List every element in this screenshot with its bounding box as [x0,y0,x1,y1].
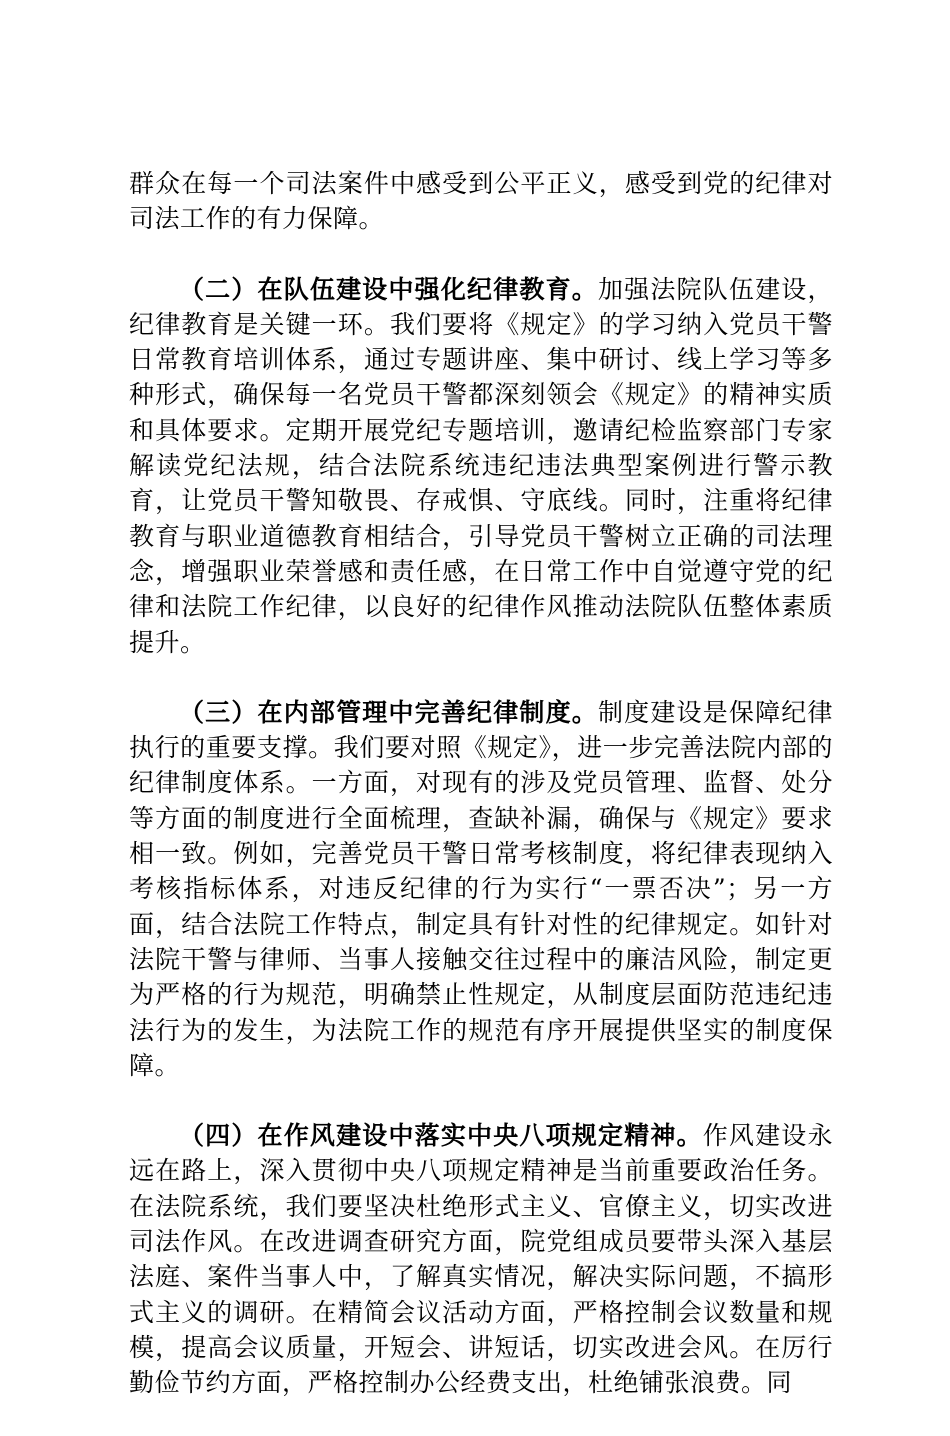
section-heading: （四）在作风建设中落实中央八项规定精神。 [179,1121,703,1151]
paragraph-body: 群众在每一个司法案件中感受到公平正义，感受到党的纪律对司法工作的有力保障。 [129,169,833,234]
section-heading: （二）在队伍建设中强化纪律教育。 [179,274,598,304]
paragraph-body: 制度建设是保障纪律执行的重要支撑。我们要对照《规定》，进一步完善法院内部的纪律制度体系。一方面，对现有的涉及党员管理、监督、处分等方面的制度进行全面梳理，查缺补漏，确保与《规定》要求相一致。例如，完善党员干警日常考核制度，将纪律表现纳入考核指标体系，对违反纪律的行为实行“一票否决”；另一方面，结合法院工作特点，制定具有针对性的纪律规定。如针对法院干警与律师、当事人接触交往过程中的廉洁风险，制定更为严格的行为规范，明确禁止性规定，从制度层面防范违纪违法行为的发生，为法院工作的规范有序开展提供坚实的制度保障。 [129,697,833,1080]
paragraph-continuation [129,166,833,237]
paragraph-body: 作风建设永远在路上，深入贯彻中央八项规定精神是当前重要政治任务。在法院系统，我们要坚决杜绝形式主义、官僚主义，切实改进司法作风。在改进调查研究方面，院党组成员要带头深入基层法庭、案件当事人中，了解真实情况，解决实际问题，不搞形式主义的调研。在精简会议活动方面，严格控制会议数量和规模，提高会议质量，开短会、讲短话，切实改进会风。在厉行勤俭节约方面，严格控制办公经费支出，杜绝铺张浪费。同 [129,1121,833,1398]
document-body [129,166,833,1436]
paragraph-section-2 [129,272,833,660]
paragraph-section-4 [129,1118,833,1400]
section-heading: （三）在内部管理中完善纪律制度。 [179,697,598,727]
paragraph-section-3 [129,695,833,1083]
paragraph-body: 加强法院队伍建设，纪律教育是关键一环。我们要将《规定》的学习纳入党员干警日常教育培训体系，通过专题讲座、集中研讨、线上学习等多种形式，确保每一名党员干警都深刻领会《规定》的精神实质和具体要求。定期开展党纪专题培训，邀请纪检监察部门专家解读党纪法规，结合法院系统违纪违法典型案例进行警示教育，让党员干警知敬畏、存戒惧、守底线。同时，注重将纪律教育与职业道德教育相结合，引导党员干警树立正确的司法理念，增强职业荣誉感和责任感，在日常工作中自觉遵守党的纪律和法院工作纪律，以良好的纪律作风推动法院队伍整体素质提升。 [129,274,833,657]
